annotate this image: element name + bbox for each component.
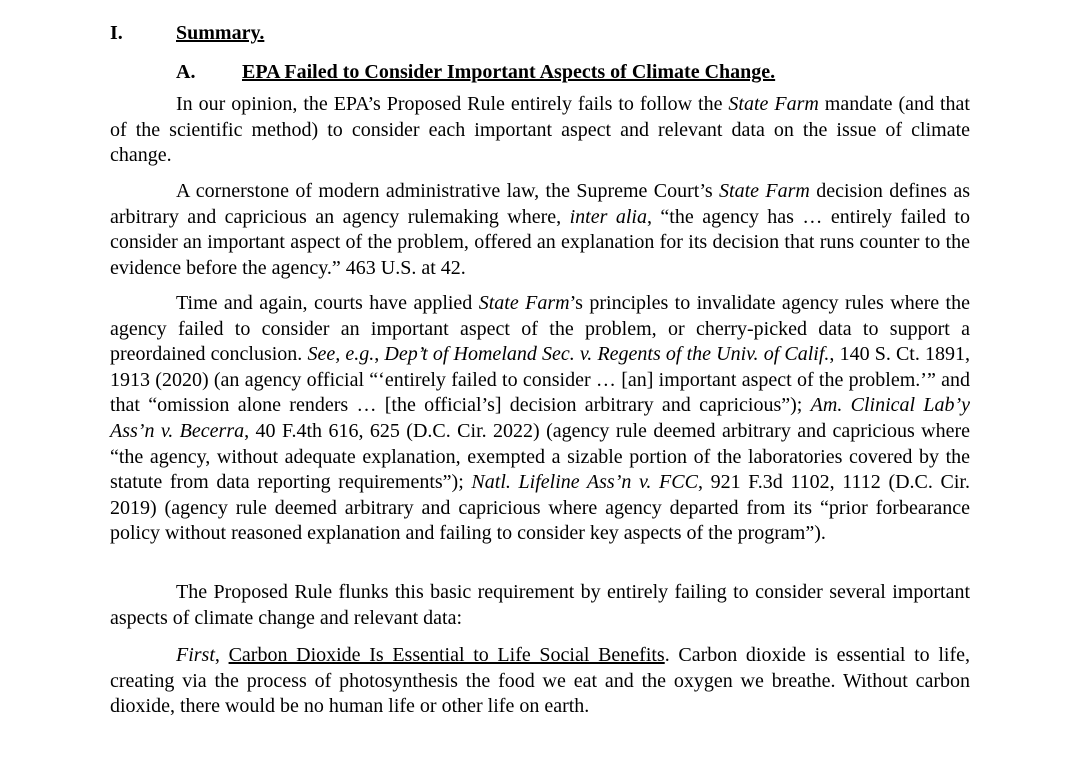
text-run: decision defines as arbitrary and capricious an agency rulemaking where,	[110, 180, 970, 228]
case-name-italic: State Farm	[478, 292, 570, 314]
subsection-title: EPA Failed to Consider Important Aspects of Climate Change.	[242, 61, 776, 83]
text-run: mandate (and that of the scientific method) to consider each important aspect and relevant data on the issue of climate change.	[110, 93, 970, 167]
text-run: The Proposed Rule flunks this basic requirement by entirely failing to consider several important aspects of climate change and relevant data:	[110, 581, 970, 629]
text-run: In our opinion, the EPA’s Proposed Rule entirely fails to follow the	[176, 93, 729, 115]
signal-italic: See, e.g.	[307, 343, 375, 366]
text-run: ’s principles to invalidate agency rules where the agency failed to consider an important aspect of the problem, or cherry-picked data to support a preordained conclusion.	[110, 292, 970, 366]
case-name-italic: Natl. Lifeline Ass’n v. FCC	[471, 471, 698, 494]
underlined-subheading: Carbon Dioxide Is Essential to Life Social Benefits	[228, 644, 665, 666]
paragraph-case-citations	[110, 291, 970, 547]
text-run: , 40 F.4th 616, 625 (D.C. Cir. 2022) (agency rule deemed arbitrary and capricious where “the agency, without adequate explanation, exempted a sizable portion of the laboratories covered by the statute from data reporting requirements”);	[110, 419, 971, 494]
paragraph-first-carbon-dioxide	[110, 643, 970, 720]
section-title: Summary.	[176, 22, 265, 44]
case-name-italic: State Farm	[728, 93, 819, 115]
case-name-italic: State Farm	[719, 180, 810, 202]
text-run: ,	[374, 343, 385, 366]
text-run: A cornerstone of modern administrative law, the Supreme Court’s	[176, 180, 720, 202]
latin-phrase-italic: inter alia	[569, 205, 647, 228]
text-run: Time and again, courts have applied	[176, 292, 479, 314]
paragraph-state-farm-mandate	[110, 92, 970, 169]
paragraph-cornerstone	[110, 179, 970, 281]
text-run: , 921 F.3d 1102, 1112 (D.C. Cir. 2019) (agency rule deemed arbitrary and capricious where agency departed from its “prior forbearance policy without reasoned explanation and failing to consider key aspects of the program”).	[110, 471, 970, 545]
text-run: . Carbon dioxide is essential to life, creating via the process of photosynthesis the food we eat and the oxygen we breathe. Without carbon dioxide, there would be no human life or other life on earth.	[110, 644, 971, 718]
case-name-italic: Am. Clinical Lab’y Ass’n v. Becerra	[110, 394, 971, 442]
text-run: , 140 S. Ct. 1891, 1913 (2020) (an agency official “‘entirely failed to consider … [an] important aspect of the problem.’” and that “omission alone renders … [the official’s] decision arbitrary and capricious”);	[110, 343, 971, 417]
case-name-italic: Dep’t of Homeland Sec. v. Regents of the Univ. of Calif.	[384, 343, 830, 366]
paragraph-proposed-rule-flunks	[110, 580, 970, 631]
section-number: I.	[110, 22, 123, 44]
text-run: , “the agency has … entirely failed to consider an important aspect of the problem, offered an explanation for its decision that runs counter to the evidence before the agency.” 463 U.S. at 42.	[110, 205, 970, 279]
ordinal-italic: First	[176, 644, 215, 666]
text-run: ,	[214, 644, 229, 666]
subsection-number: A.	[176, 61, 196, 83]
